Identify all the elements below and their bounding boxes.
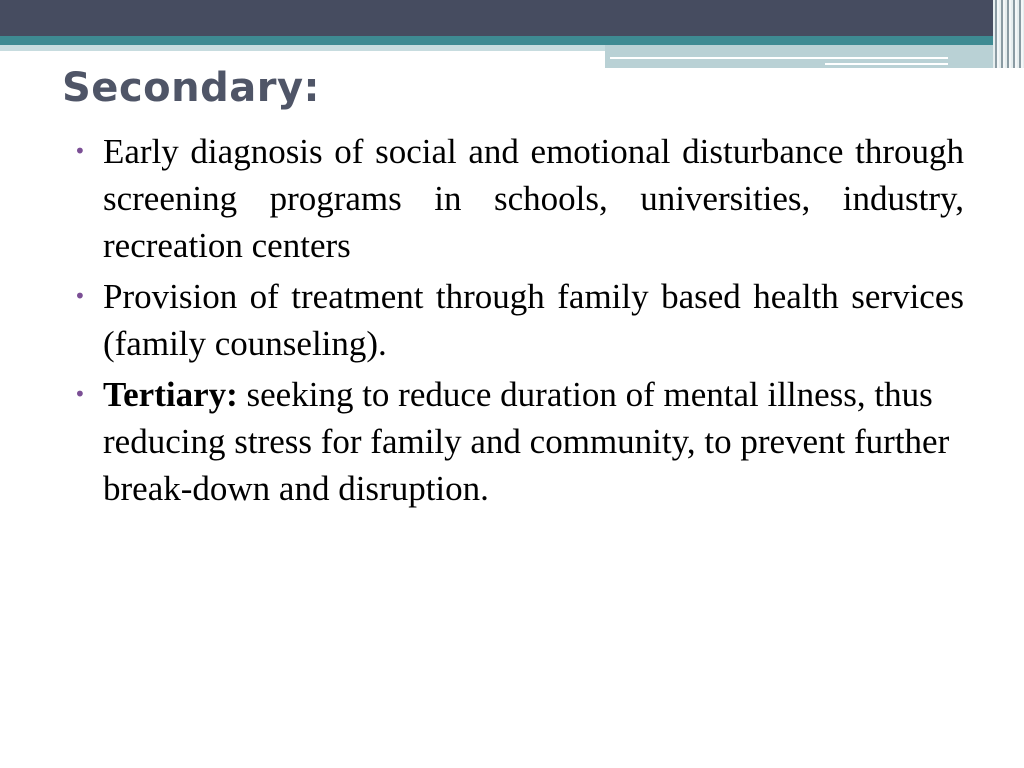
bullet-icon: • (74, 382, 86, 406)
header-band-pale-left (0, 45, 605, 51)
bullet-item-tertiary (72, 371, 964, 512)
bullet-text: seeking to reduce duration of mental illness, thus reducing stress for family and community, to prevent further break-down and disruption. (103, 375, 950, 508)
header-stripes-decoration (993, 0, 1024, 68)
bullet-icon: • (74, 284, 86, 308)
bullet-icon: • (74, 139, 86, 163)
header-accent-line-short (825, 63, 948, 65)
bullet-text: Provision of treatment through family based health services (family counseling). (103, 277, 964, 363)
bullet-text: Early diagnosis of social and emotional disturbance through screening programs in schools, universities, industry, recreation centers (103, 132, 964, 265)
header-band-dark (0, 0, 1024, 36)
bullet-list (72, 128, 964, 516)
bullet-item-provision-of-treatment (72, 273, 964, 367)
slide-title: Secondary: (62, 65, 321, 111)
header-band-teal (0, 36, 1024, 45)
header-accent-line (610, 57, 948, 59)
bullet-item-early-diagnosis (72, 128, 964, 269)
bullet-lead-label: Tertiary: (103, 375, 238, 414)
